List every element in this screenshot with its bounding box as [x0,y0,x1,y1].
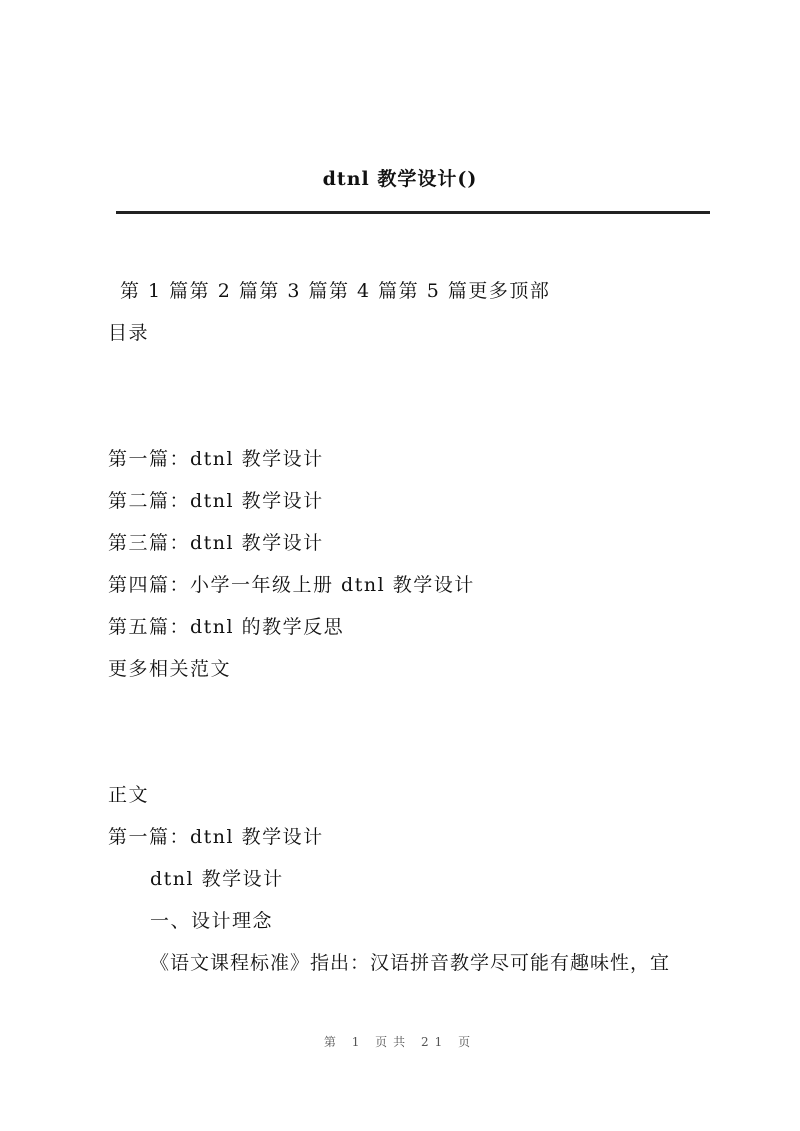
body-subtitle: dtnl 教学设计 [150,868,284,890]
toc-item-4[interactable]: 第四篇：小学一年级上册 dtnl 教学设计 [108,574,475,596]
title-divider [116,211,710,214]
document-title: dtnl 教学设计() [322,168,478,190]
toc-item-2[interactable]: 第二篇：dtnl 教学设计 [108,490,324,512]
toc-item-more[interactable]: 更多相关范文 [108,658,232,680]
body-section-heading: 一、设计理念 [150,910,274,932]
body-heading: 正文 [108,784,150,806]
body-paragraph: 《语文课程标准》指出：汉语拼音教学尽可能有趣味性，宜 [150,952,671,974]
toc-item-1[interactable]: 第一篇：dtnl 教学设计 [108,448,324,470]
toc-item-5[interactable]: 第五篇：dtnl 的教学反思 [108,616,345,638]
page-footer: 第 1 页共 21 页 [323,1035,477,1049]
toc-item-3[interactable]: 第三篇：dtnl 教学设计 [108,532,324,554]
section-nav[interactable]: 第 1 篇第 2 篇第 3 篇第 4 篇第 5 篇更多顶部 [120,280,551,302]
toc-heading: 目录 [108,322,150,344]
body-section-title: 第一篇：dtnl 教学设计 [108,826,324,848]
